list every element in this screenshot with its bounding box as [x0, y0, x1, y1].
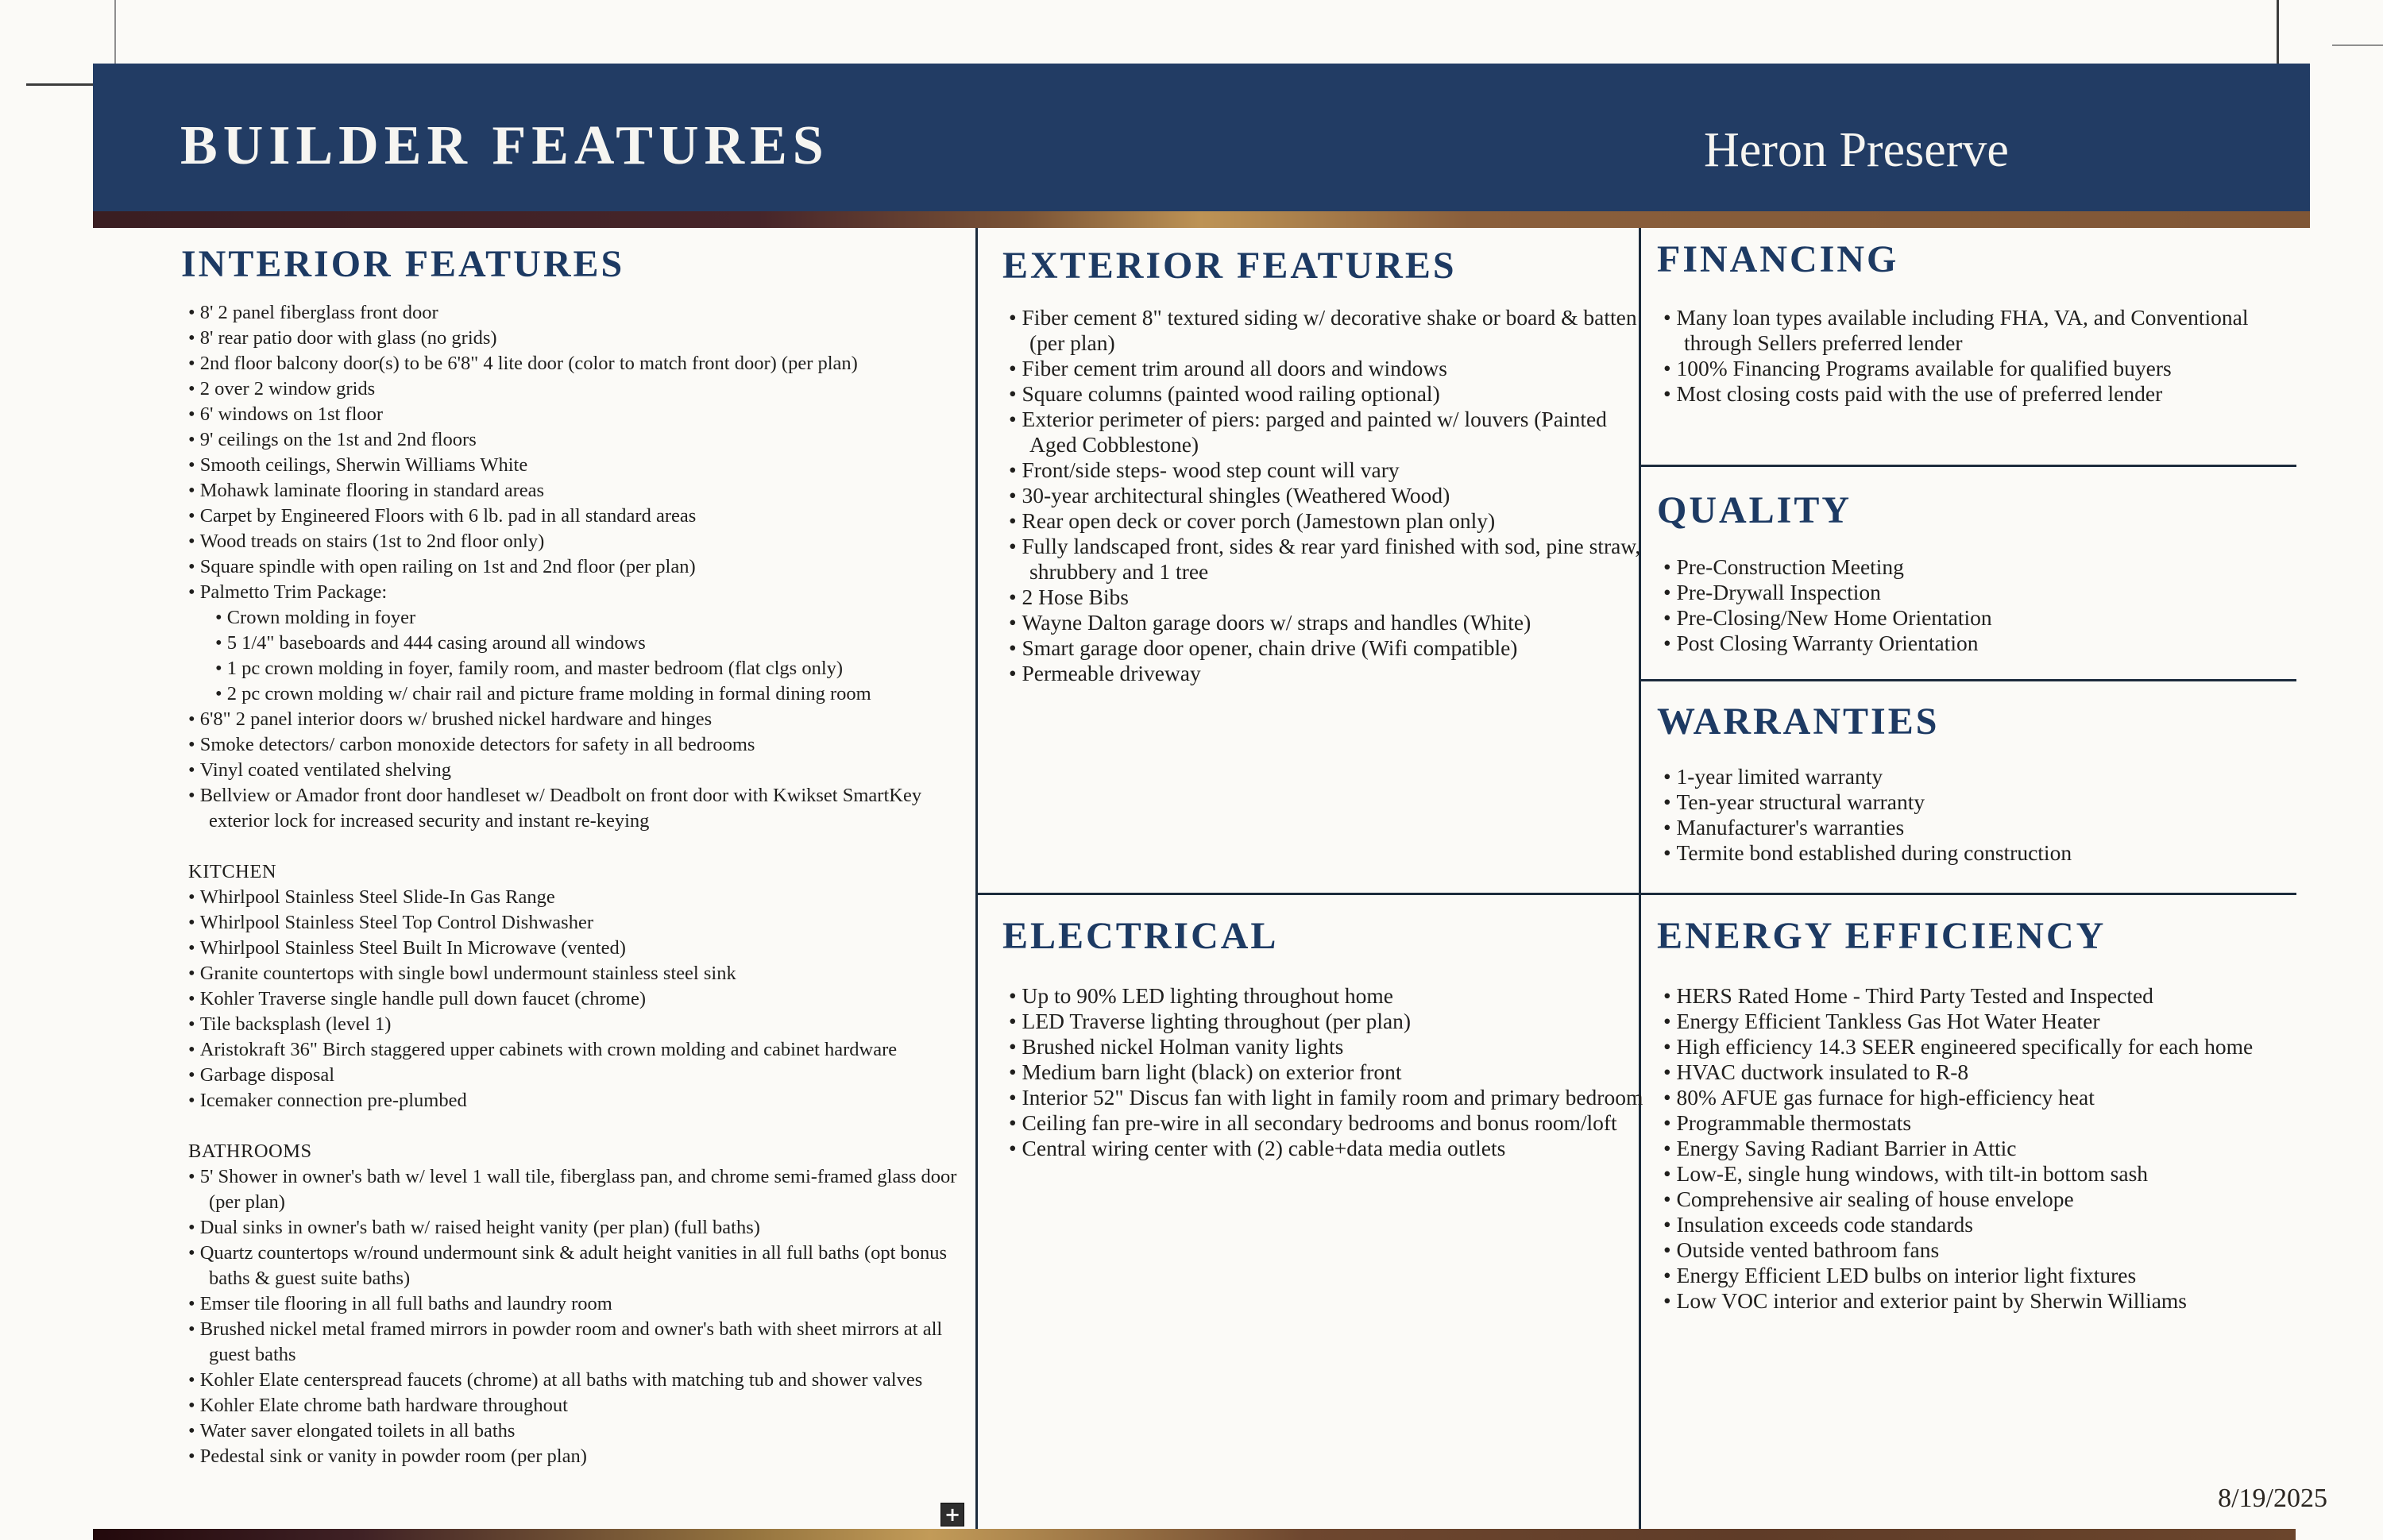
list-item: • Ceiling fan pre-wire in all secondary bedrooms and bonus room/loft — [1009, 1110, 1644, 1136]
list-item: • Whirlpool Stainless Steel Top Control Dishwasher — [188, 910, 971, 936]
list-item: • Pre-Closing/New Home Orientation — [1663, 605, 2311, 631]
list-item: • Medium barn light (black) on exterior front — [1009, 1059, 1644, 1085]
list-item: • Bellview or Amador front door handleset w/ Deadbolt on front door with Kwikset SmartKey exterior lock for increased security and instant re-keying — [188, 783, 971, 834]
list-item: • Icemaker connection pre-plumbed — [188, 1088, 971, 1114]
list-item: • 2 Hose Bibs — [1009, 585, 1644, 610]
list-item: • 30-year architectural shingles (Weathered Wood) — [1009, 483, 1644, 508]
list-item: • Kohler Elate chrome bath hardware throughout — [188, 1393, 971, 1418]
financing-heading: FINANCING — [1657, 238, 1899, 280]
list-item: • 5' Shower in owner's bath w/ level 1 wall tile, fiberglass pan, and chrome semi-framed glass door (per plan) — [188, 1164, 971, 1215]
expand-button[interactable]: + — [940, 1503, 964, 1526]
crop-mark-top-left-horizontal — [26, 83, 102, 86]
list-item: • Wayne Dalton garage doors w/ straps and handles (White) — [1009, 610, 1644, 635]
list-item: • Vinyl coated ventilated shelving — [188, 758, 971, 783]
list-item: • Granite countertops with single bowl undermount stainless steel sink — [188, 961, 971, 986]
list-item: • Smart garage door opener, chain drive (Wifi compatible) — [1009, 635, 1644, 661]
crop-mark-top-right-vertical — [2277, 0, 2279, 68]
list-item: • Brushed nickel Holman vanity lights — [1009, 1034, 1644, 1059]
list-item: • HVAC ductwork insulated to R-8 — [1663, 1059, 2311, 1085]
list-item: • 9' ceilings on the 1st and 2nd floors — [188, 427, 971, 453]
list-item: • 8' 2 panel fiberglass front door — [188, 300, 971, 326]
quality-bottom-divider — [1639, 679, 2296, 681]
list-item: • Garbage disposal — [188, 1063, 971, 1088]
list-item: • Most closing costs paid with the use of preferred lender — [1663, 381, 2311, 407]
interior-feature-list — [188, 300, 971, 834]
list-item: • Carpet by Engineered Floors with 6 lb. pad in all standard areas — [188, 504, 971, 529]
list-item: • Mohawk laminate flooring in standard areas — [188, 478, 971, 504]
list-item: • 5 1/4" baseboards and 444 casing around all windows — [215, 631, 971, 656]
list-item: • 6' windows on 1st floor — [188, 402, 971, 427]
list-item: • Dual sinks in owner's bath w/ raised height vanity (per plan) (full baths) — [188, 1215, 971, 1241]
financing-bottom-divider — [1639, 465, 2296, 467]
list-item: • Many loan types available including FHA, VA, and Conventional through Sellers preferred lender — [1663, 305, 2311, 356]
revision-date: 8/19/2025 — [2218, 1484, 2327, 1513]
list-item: • Fully landscaped front, sides & rear yard finished with sod, pine straw, shrubbery and 1 tree — [1009, 534, 1644, 585]
list-item: • 2nd floor balcony door(s) to be 6'8" 4 lite door (color to match front door) (per plan) — [188, 351, 971, 376]
list-item: • Up to 90% LED lighting throughout home — [1009, 983, 1644, 1009]
list-item: • Comprehensive air sealing of house envelope — [1663, 1187, 2311, 1212]
list-item: • 80% AFUE gas furnace for high-efficiency heat — [1663, 1085, 2311, 1110]
exterior-feature-list — [1009, 305, 1644, 686]
list-item: • Energy Saving Radiant Barrier in Attic — [1663, 1136, 2311, 1161]
list-item: • Energy Efficient Tankless Gas Hot Water Heater — [1663, 1009, 2311, 1034]
list-item: • 1 pc crown molding in foyer, family room, and master bedroom (flat clgs only) — [215, 656, 971, 681]
list-item: • 1-year limited warranty — [1663, 764, 2311, 789]
exterior-features-heading: EXTERIOR FEATURES — [1002, 245, 1457, 287]
quality-list — [1663, 554, 2311, 656]
column-divider-left — [975, 228, 978, 1529]
list-item: • Palmetto Trim Package: — [188, 580, 971, 605]
list-item: • Square spindle with open railing on 1st and 2nd floor (per plan) — [188, 554, 971, 580]
kitchen-feature-list — [188, 885, 971, 1114]
list-item: • Fiber cement trim around all doors and windows — [1009, 356, 1644, 381]
list-item: • HERS Rated Home - Third Party Tested and Inspected — [1663, 983, 2311, 1009]
community-name: Heron Preserve — [1704, 123, 2009, 177]
list-item: • Ten-year structural warranty — [1663, 789, 2311, 815]
page-title: BUILDER FEATURES — [180, 115, 829, 176]
list-item: • Quartz countertops w/round undermount sink & adult height vanities in all full baths (opt bonus baths & guest suite baths) — [188, 1241, 971, 1291]
list-item: • Outside vented bathroom fans — [1663, 1237, 2311, 1263]
interior-features-section — [188, 300, 971, 1469]
list-item: • Exterior perimeter of piers: parged and painted w/ louvers (Painted Aged Cobblestone) — [1009, 407, 1644, 457]
list-item: • Pre-Drywall Inspection — [1663, 580, 2311, 605]
bathrooms-feature-list — [188, 1164, 971, 1469]
list-item: • Rear open deck or cover porch (Jamestown plan only) — [1009, 508, 1644, 534]
kitchen-subheading: KITCHEN — [188, 861, 277, 882]
list-item: • Smooth ceilings, Sherwin Williams White — [188, 453, 971, 478]
list-item: • LED Traverse lighting throughout (per plan) — [1009, 1009, 1644, 1034]
list-item: • Interior 52" Discus fan with light in family room and primary bedroom — [1009, 1085, 1644, 1110]
financing-list — [1663, 305, 2311, 407]
list-item: • Kohler Traverse single handle pull down faucet (chrome) — [188, 986, 971, 1012]
middle-section-divider — [975, 893, 2296, 895]
list-item: • Emser tile flooring in all full baths and laundry room — [188, 1291, 971, 1317]
list-item: • Aristokraft 36" Birch staggered upper cabinets with crown molding and cabinet hardware — [188, 1037, 971, 1063]
list-item: • Low-E, single hung windows, with tilt-in bottom sash — [1663, 1161, 2311, 1187]
header-accent-bar — [93, 211, 2310, 228]
interior-features-heading: INTERIOR FEATURES — [181, 243, 625, 285]
list-item: • Post Closing Warranty Orientation — [1663, 631, 2311, 656]
bathrooms-subheading: BATHROOMS — [188, 1141, 312, 1162]
header-band — [93, 64, 2310, 211]
list-item: • Square columns (painted wood railing optional) — [1009, 381, 1644, 407]
list-item: • Energy Efficient LED bulbs on interior light fixtures — [1663, 1263, 2311, 1288]
list-item: • Wood treads on stairs (1st to 2nd floor only) — [188, 529, 971, 554]
list-item: • High efficiency 14.3 SEER engineered specifically for each home — [1663, 1034, 2311, 1059]
crop-mark-top-right-horizontal — [2332, 44, 2383, 46]
list-item: • Manufacturer's warranties — [1663, 815, 2311, 840]
list-item: • Tile backsplash (level 1) — [188, 1012, 971, 1037]
warranties-list — [1663, 764, 2311, 866]
list-item: • Brushed nickel metal framed mirrors in powder room and owner's bath with sheet mirrors at all guest baths — [188, 1317, 971, 1368]
energy-efficiency-heading: ENERGY EFFICIENCY — [1657, 915, 2107, 957]
electrical-feature-list — [1009, 983, 1644, 1161]
list-item: • Pedestal sink or vanity in powder room (per plan) — [188, 1444, 971, 1469]
list-item: • Pre-Construction Meeting — [1663, 554, 2311, 580]
list-item: • Fiber cement 8" textured siding w/ decorative shake or board & batten (per plan) — [1009, 305, 1644, 356]
footer-accent-bar — [93, 1529, 2296, 1540]
crop-mark-top-left-vertical — [114, 0, 116, 70]
energy-efficiency-list — [1663, 983, 2311, 1314]
list-item: • Low VOC interior and exterior paint by Sherwin Williams — [1663, 1288, 2311, 1314]
list-item: • Kohler Elate centerspread faucets (chrome) at all baths with matching tub and shower valves — [188, 1368, 971, 1393]
warranties-heading: WARRANTIES — [1657, 701, 1940, 743]
list-item: • Whirlpool Stainless Steel Built In Microwave (vented) — [188, 936, 971, 961]
electrical-heading: ELECTRICAL — [1002, 915, 1279, 957]
list-item: • 8' rear patio door with glass (no grids) — [188, 326, 971, 351]
list-item: • Whirlpool Stainless Steel Slide-In Gas Range — [188, 885, 971, 910]
list-item: • Crown molding in foyer — [215, 605, 971, 631]
quality-heading: QUALITY — [1657, 489, 1852, 531]
list-item: • Insulation exceeds code standards — [1663, 1212, 2311, 1237]
list-item: • Permeable driveway — [1009, 661, 1644, 686]
list-item: • 6'8" 2 panel interior doors w/ brushed nickel hardware and hinges — [188, 707, 971, 732]
list-item: • 100% Financing Programs available for qualified buyers — [1663, 356, 2311, 381]
list-item: • Programmable thermostats — [1663, 1110, 2311, 1136]
list-item: • Water saver elongated toilets in all baths — [188, 1418, 971, 1444]
list-item: • Front/side steps- wood step count will vary — [1009, 457, 1644, 483]
list-item: • Termite bond established during construction — [1663, 840, 2311, 866]
list-item: • 2 pc crown molding w/ chair rail and picture frame molding in formal dining room — [215, 681, 971, 707]
list-item: • Smoke detectors/ carbon monoxide detectors for safety in all bedrooms — [188, 732, 971, 758]
list-item: • Central wiring center with (2) cable+data media outlets — [1009, 1136, 1644, 1161]
list-item: • 2 over 2 window grids — [188, 376, 971, 402]
